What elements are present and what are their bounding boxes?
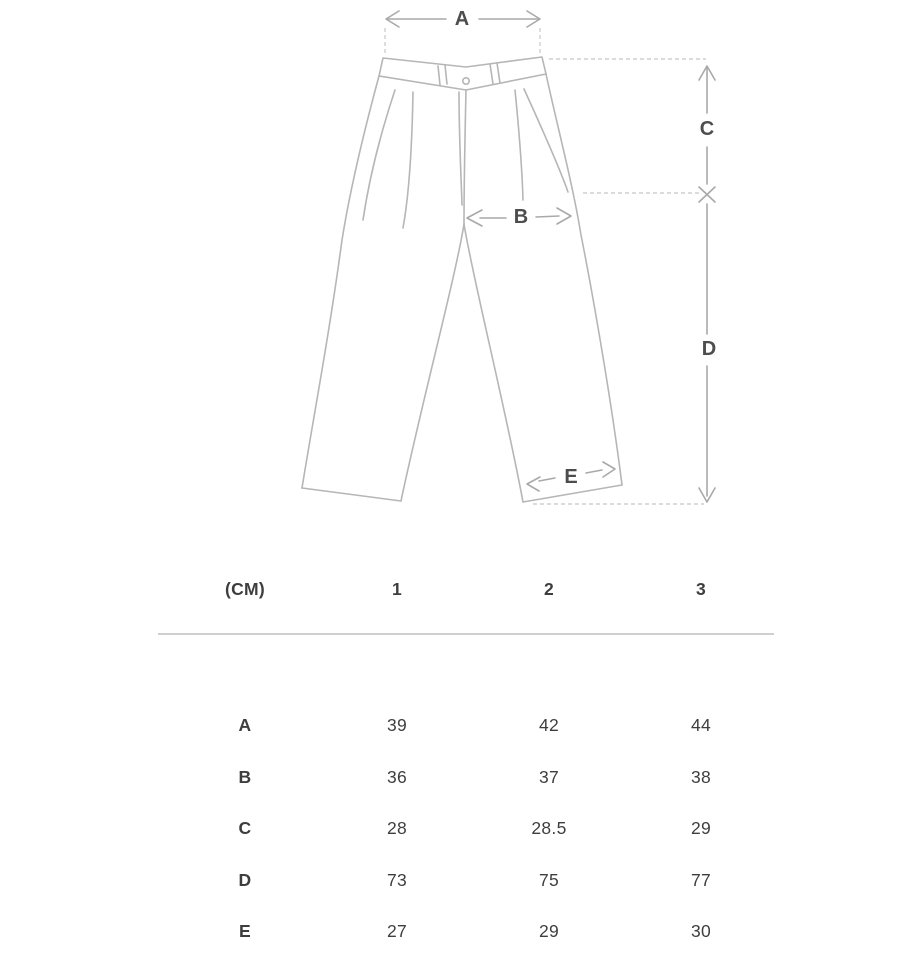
- row-label: C: [238, 818, 252, 839]
- cell-value: 29: [690, 818, 712, 839]
- cell-value: 73: [386, 869, 408, 890]
- measure-label-a: A: [454, 8, 470, 30]
- cross-mark: [699, 187, 715, 202]
- cell-value: 30: [690, 921, 712, 942]
- row-label: D: [238, 869, 252, 890]
- fly-placket: [459, 92, 462, 205]
- dimension-a: [385, 8, 540, 55]
- right-outseam: [546, 74, 622, 485]
- table-row-e: [169, 906, 777, 958]
- fly-seam: [464, 90, 466, 224]
- cell-value: 42: [538, 715, 560, 736]
- dimension-d: [533, 204, 716, 504]
- right-inseam: [464, 224, 523, 502]
- pleat-lines-right: [515, 89, 568, 200]
- table-row-d: [169, 855, 777, 907]
- dimension-e: [527, 462, 615, 491]
- left-hem: [302, 488, 401, 501]
- arrowhead-left: [527, 477, 540, 491]
- measure-label-d: D: [701, 338, 717, 360]
- row-label: B: [238, 766, 252, 787]
- measure-label-b: B: [513, 206, 529, 228]
- belt-loop-right: [490, 63, 500, 84]
- measure-label-e: E: [564, 466, 578, 488]
- pants-outline: [302, 57, 622, 502]
- dimension-b: [467, 206, 571, 228]
- cell-value: 77: [690, 869, 712, 890]
- waist-button: [463, 78, 469, 84]
- table-row-c: [169, 803, 777, 855]
- unit-label: (CM): [224, 578, 266, 599]
- cell-value: 38: [690, 766, 712, 787]
- cell-value: 29: [538, 921, 560, 942]
- waistband: [379, 57, 546, 90]
- table-row-a: [169, 700, 777, 752]
- left-outseam: [302, 76, 379, 488]
- cell-value: 27: [386, 921, 408, 942]
- row-label: A: [238, 715, 252, 736]
- cell-value: 36: [386, 766, 408, 787]
- table-row-b: [169, 752, 777, 804]
- size-table-header: [169, 567, 777, 611]
- measure-label-c: C: [699, 118, 715, 140]
- cell-value: 37: [538, 766, 560, 787]
- cell-value: 28.5: [531, 818, 567, 839]
- cell-value: 28: [386, 818, 408, 839]
- size-column-2: 2: [543, 578, 555, 599]
- size-column-1: 1: [391, 578, 403, 599]
- table-divider: [158, 633, 774, 635]
- cell-value: 75: [538, 869, 560, 890]
- extension-dashes-a: [385, 28, 540, 55]
- dimension-c: [549, 59, 715, 202]
- cell-value: 44: [690, 715, 712, 736]
- row-label: E: [239, 921, 251, 942]
- cell-value: 39: [386, 715, 408, 736]
- belt-loop-left: [438, 65, 447, 85]
- arrowhead-right: [603, 462, 615, 477]
- size-table-body: [169, 611, 777, 958]
- size-table: [169, 567, 777, 958]
- left-inseam: [401, 224, 464, 501]
- size-column-3: 3: [695, 578, 707, 599]
